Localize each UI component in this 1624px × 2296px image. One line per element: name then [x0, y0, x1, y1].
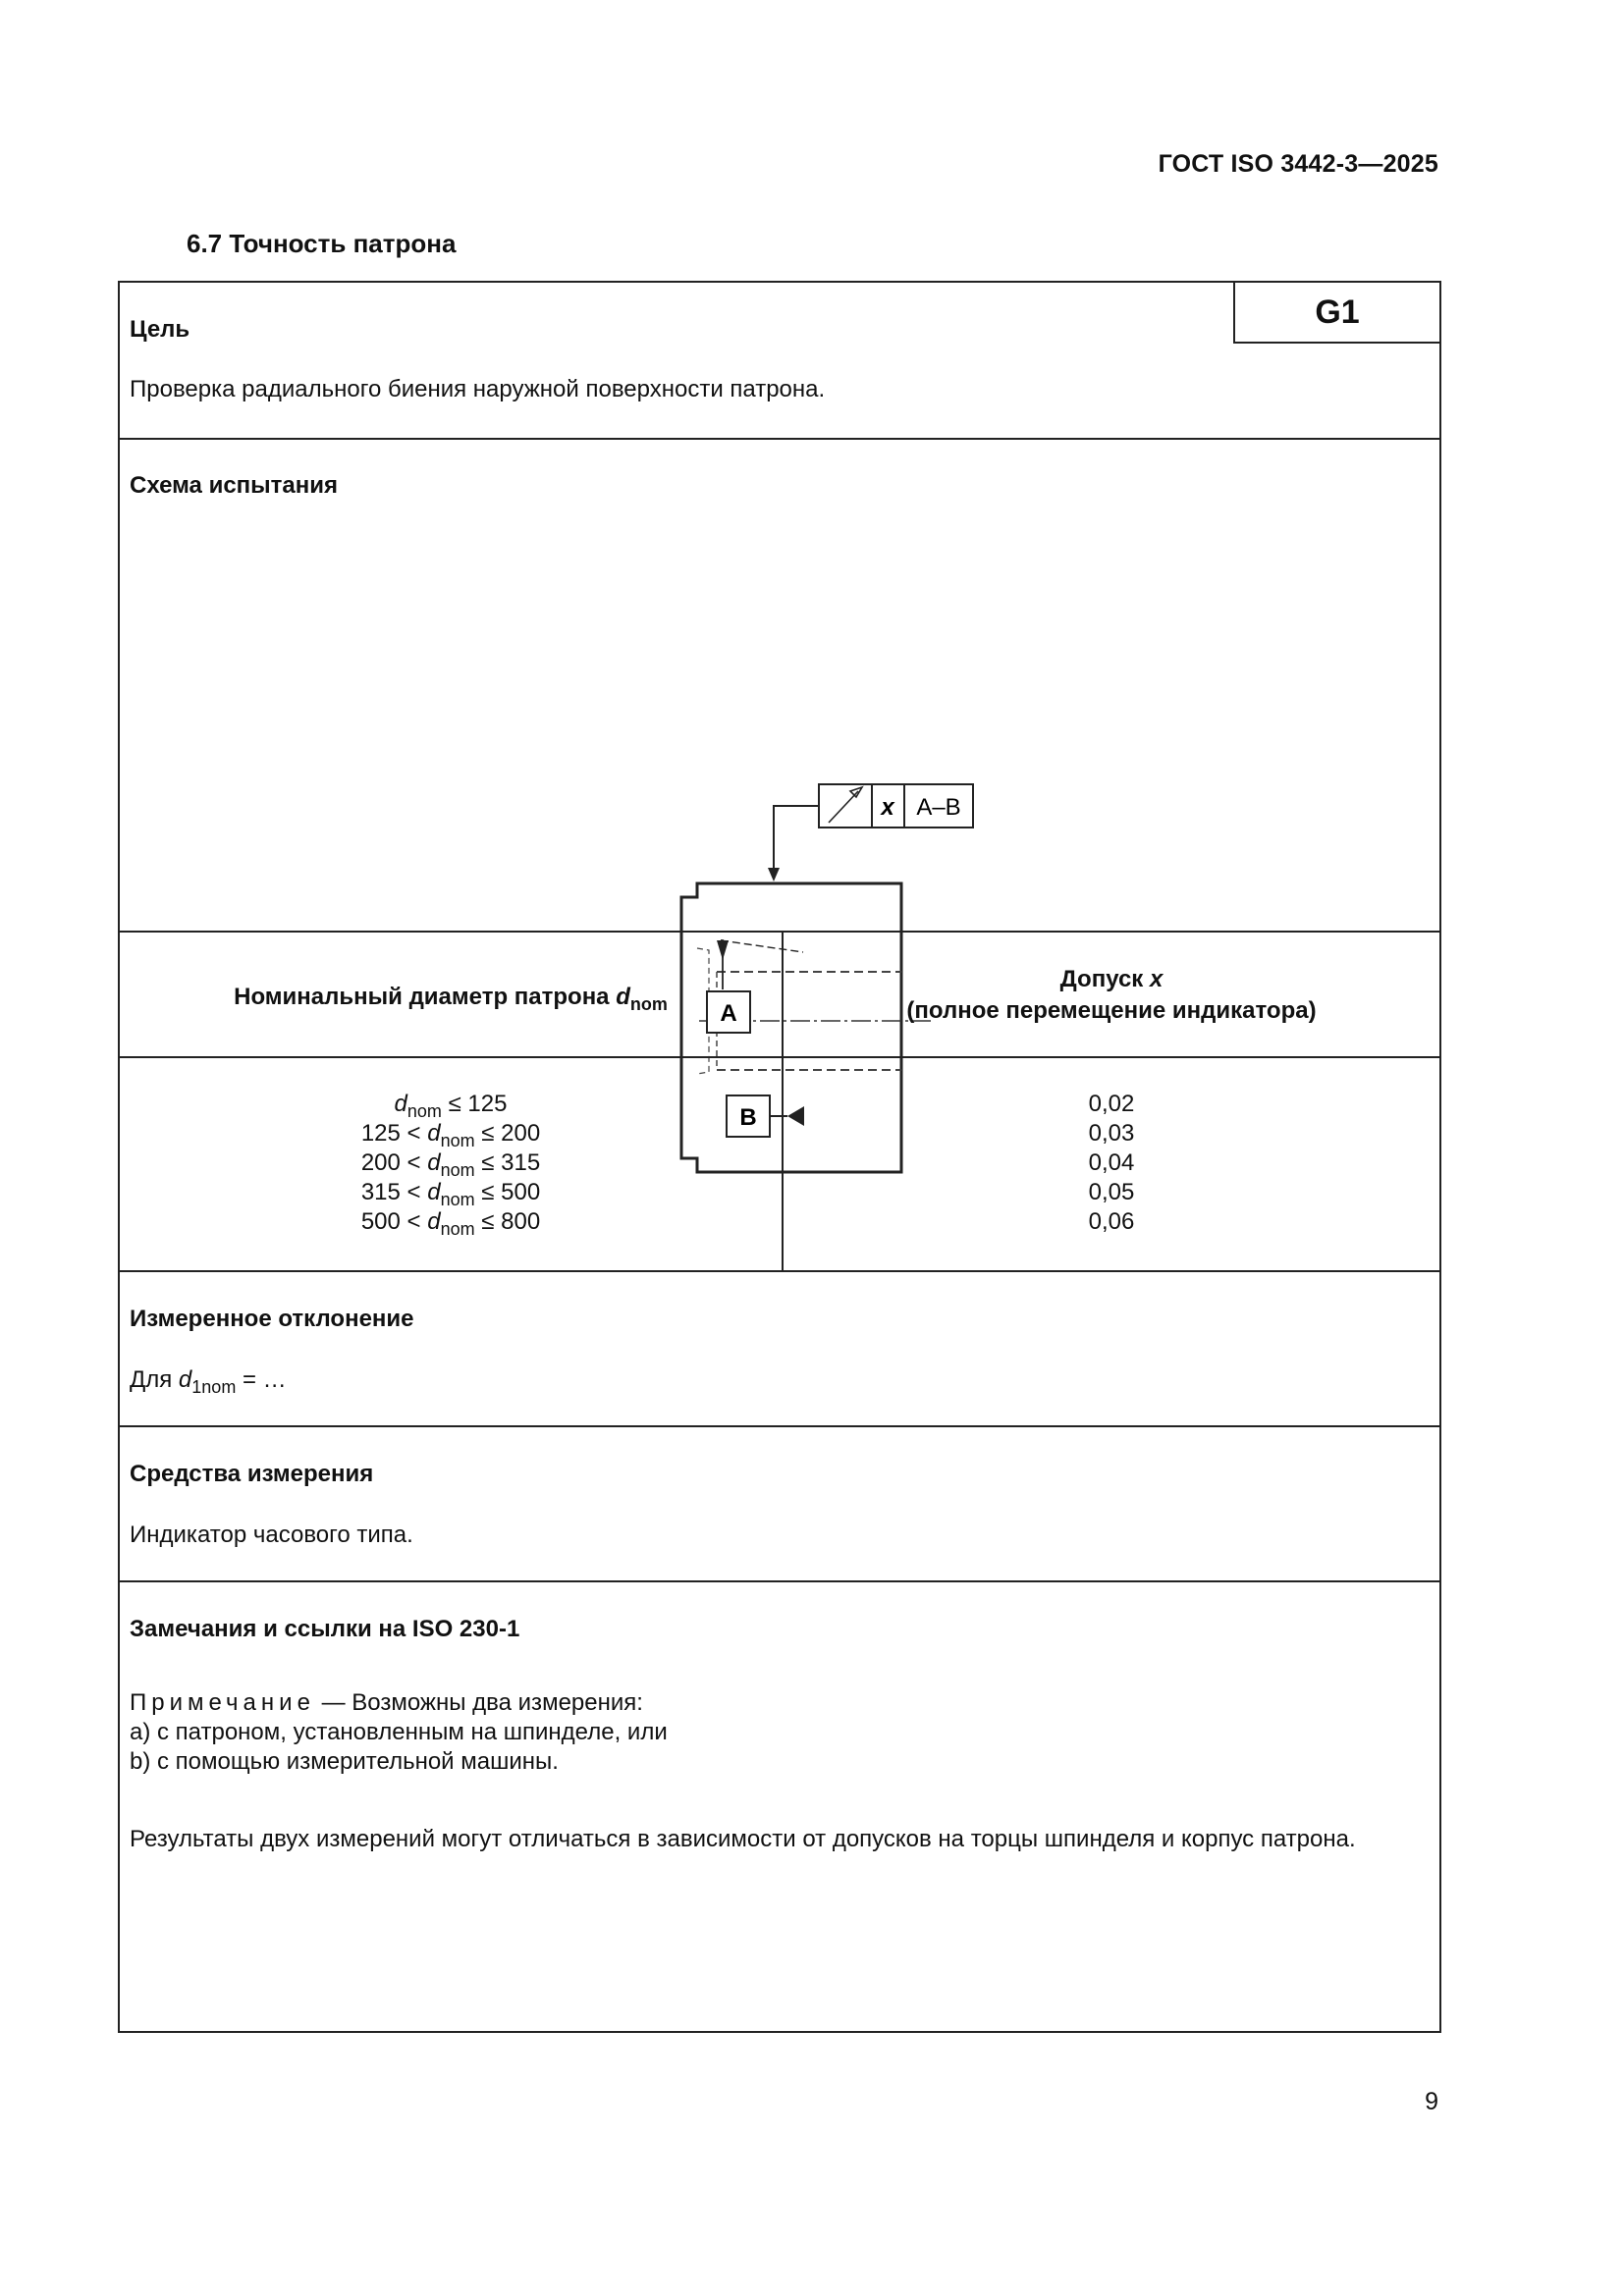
datum-a-triangle-icon: [717, 940, 729, 960]
test-code-box: G1: [1233, 281, 1441, 344]
document-code: ГОСТ ISO 3442-3—2025: [1158, 150, 1438, 178]
remarks-result: Результаты двух измерений могут отличаться в зависимости от допусков на торцы шпинделя и корпус патрона.: [130, 1826, 1356, 1852]
table-cell: 0,02: [1088, 1091, 1135, 1117]
table-cell: 0,06: [1088, 1208, 1135, 1235]
test-card: [118, 281, 1441, 2033]
divider: [120, 438, 1439, 440]
goal-label: Цель: [130, 316, 190, 343]
remarks-label: Замечания и ссылки на ISO 230-1: [130, 1616, 520, 1642]
tolerance-header: Допуск x (полное перемещение индикатора): [906, 966, 1317, 1024]
remarks-note: Примечание — Возможны два измерения: a) с патроном, установленным на шпинделе, или b) с помощью измерительной машины.: [130, 1689, 668, 1775]
instruments-text: Индикатор часового типа.: [130, 1522, 413, 1548]
table-row: $d_{nom} \le 125$: [394, 1091, 508, 1121]
divider: [120, 1270, 1439, 1272]
leader-arrow-icon: [768, 868, 780, 881]
table-cell: 0,03: [1088, 1120, 1135, 1147]
tolerance-frame: [819, 784, 973, 828]
radial-runout-icon: [829, 787, 862, 823]
measured-deviation-label: Измеренное отклонение: [130, 1306, 414, 1332]
goal-text: Проверка радиального биения наружной поверхности патрона.: [130, 376, 826, 402]
section-title: 6.7 Точность патрона: [187, 229, 457, 258]
divider: [120, 1425, 1439, 1427]
measured-deviation-text: Для $d_{1nom}$ = …: [130, 1366, 287, 1397]
note-label: Примечание: [130, 1689, 315, 1716]
table-row: $125 < d_{nom} \le 200$: [360, 1120, 541, 1150]
tolerance-datum: A–B: [916, 794, 961, 821]
divider: [120, 1056, 1439, 1058]
scheme-label: Схема испытания: [130, 472, 339, 499]
test-scheme-diagram: [571, 499, 1121, 1186]
divider: [120, 1580, 1439, 1582]
divider: [120, 931, 1439, 933]
datum-b-label: B: [739, 1104, 757, 1131]
tolerance-values: [782, 1090, 1441, 1237]
page-number: 9: [1425, 2088, 1438, 2115]
table-row: $200 < d_{nom} \le 315$: [360, 1149, 541, 1180]
nominal-diameter-values: [120, 1090, 782, 1237]
datum-a-label: A: [720, 1000, 737, 1027]
table-cell: 0,04: [1088, 1149, 1135, 1176]
list-item: a) с патроном, установленным на шпинделе, или: [130, 1719, 668, 1745]
table-row: $315 < d_{nom} \le 500$: [360, 1179, 541, 1209]
nominal-diameter-header: Номинальный диаметр патрона $d_{nom}$: [234, 984, 668, 1014]
table-cell: 0,05: [1088, 1179, 1135, 1205]
tolerance-value: x: [881, 794, 894, 821]
instruments-label: Средства измерения: [130, 1461, 374, 1487]
table-row: $500 < d_{nom} \le 800$: [360, 1208, 541, 1239]
list-item: b) с помощью измерительной машины.: [130, 1748, 559, 1775]
